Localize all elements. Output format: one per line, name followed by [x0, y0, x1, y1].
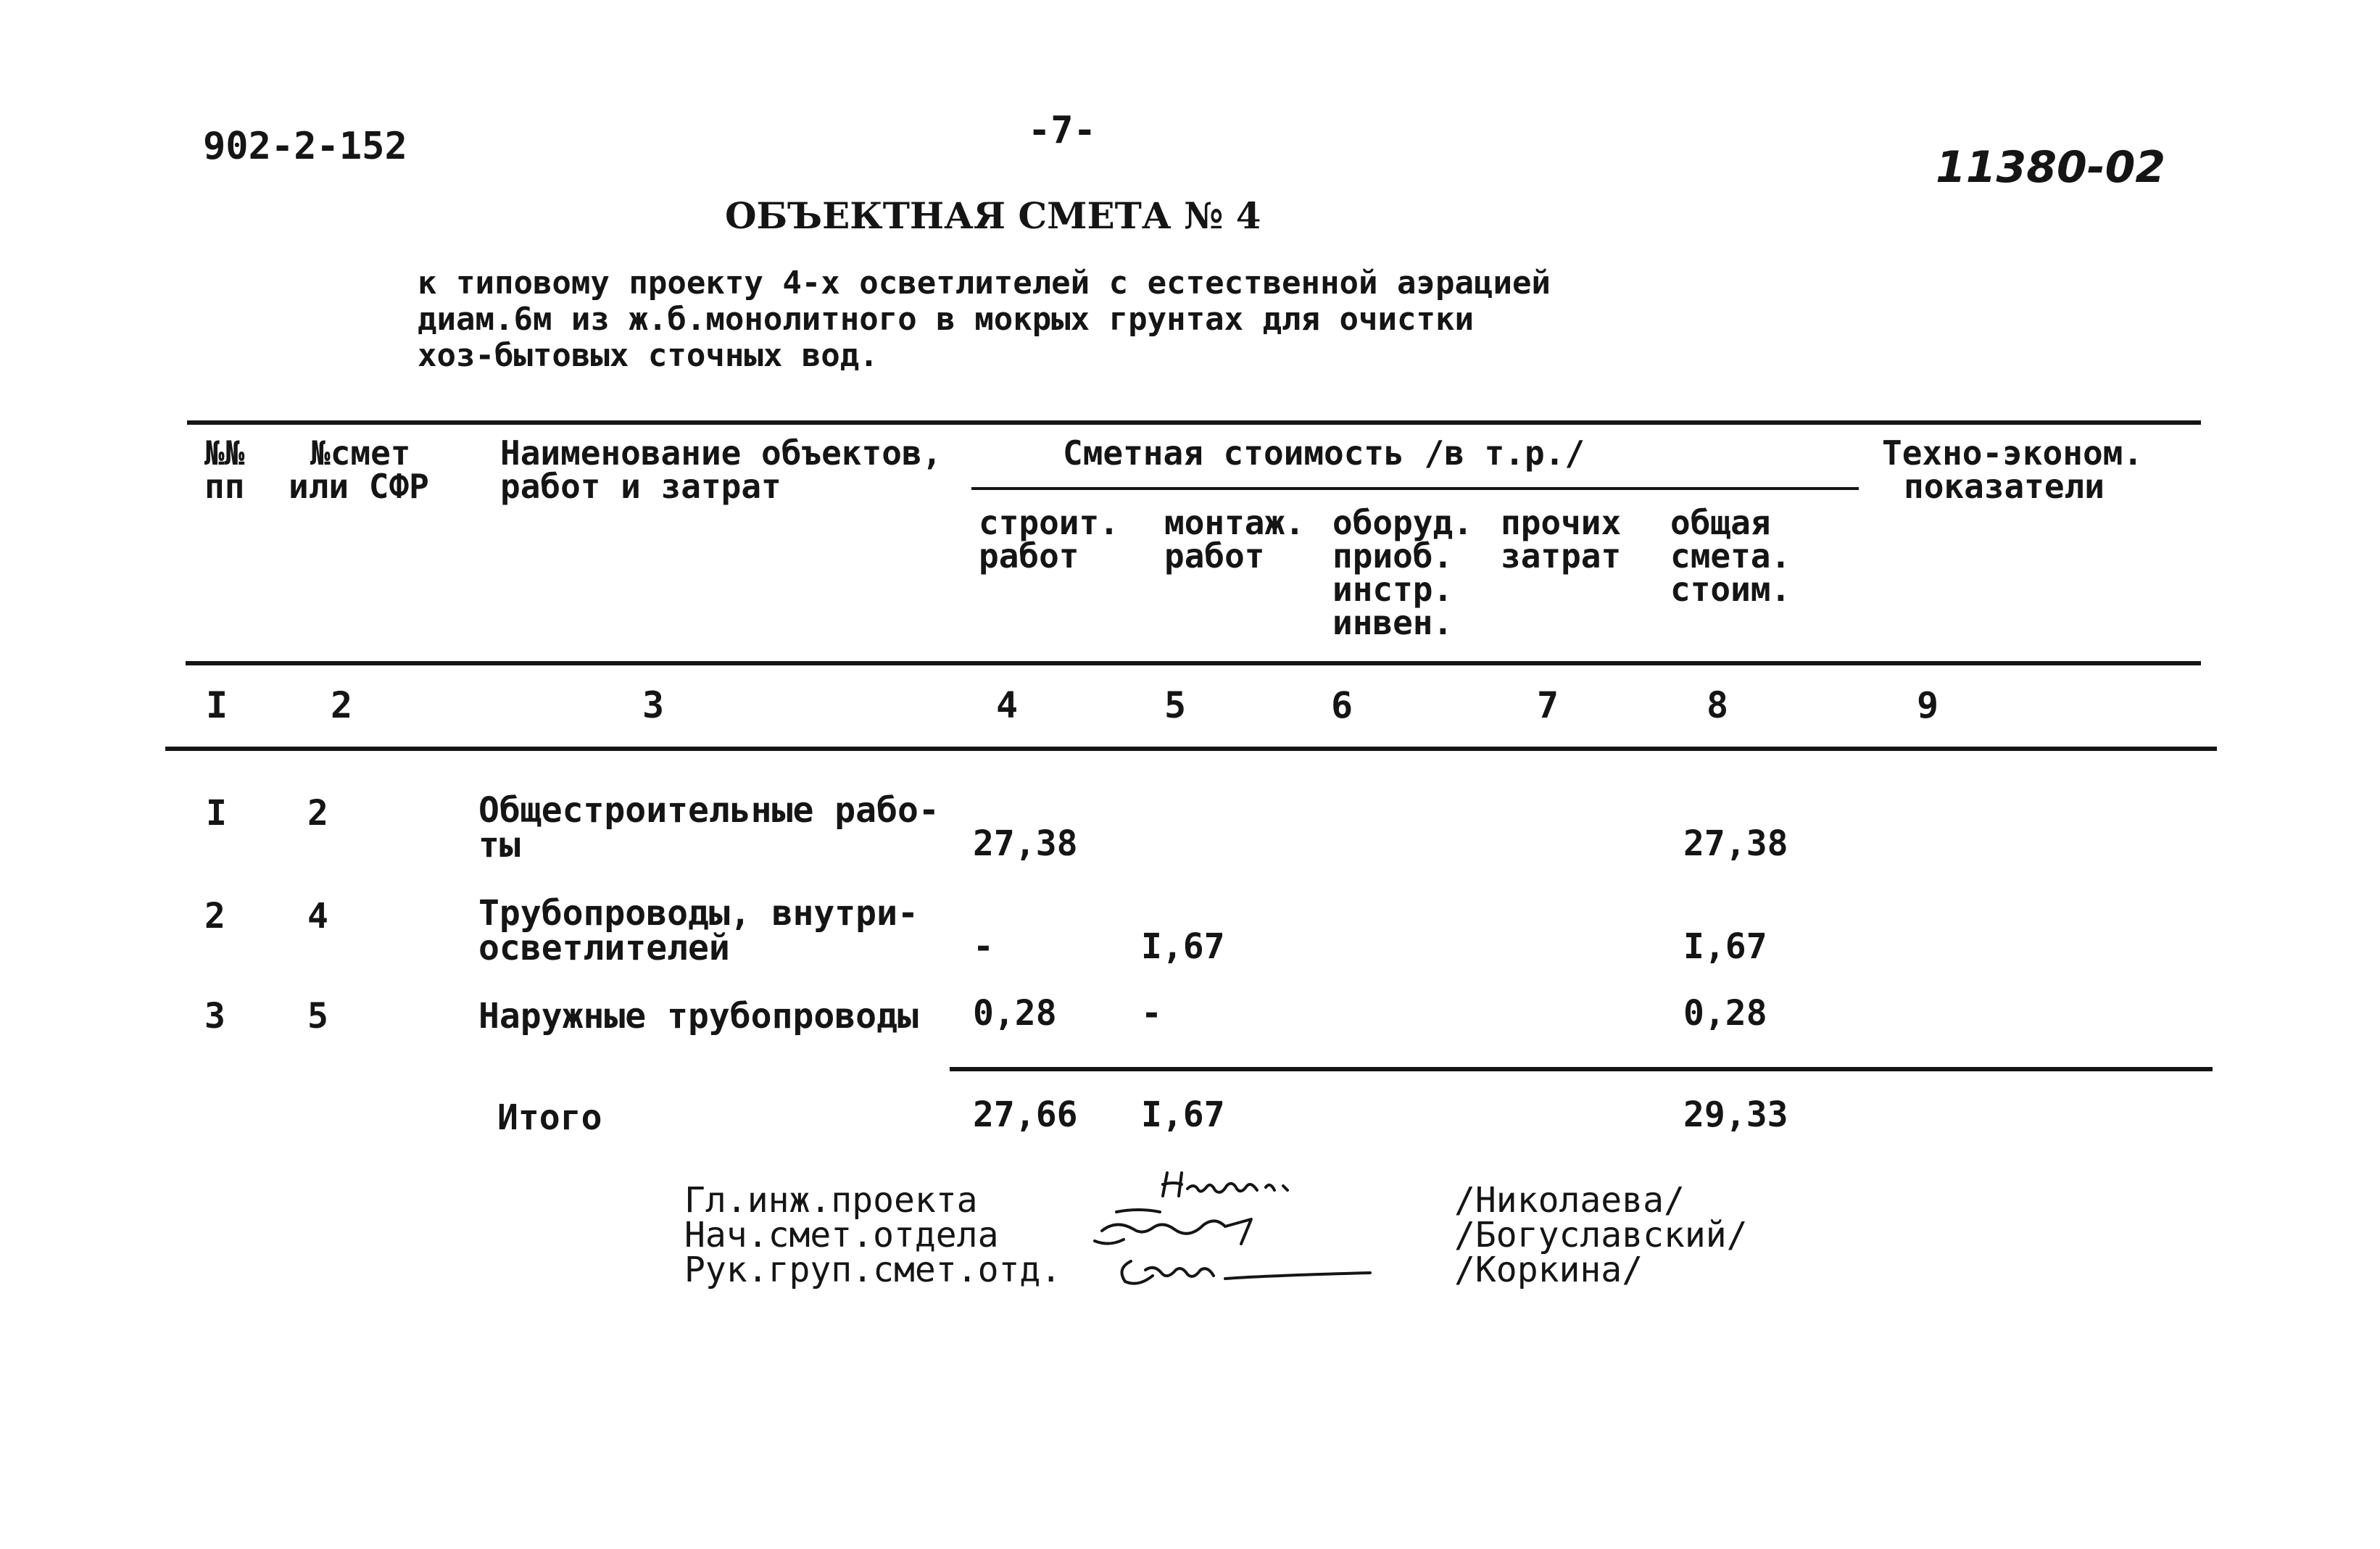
handwritten-signatures [1073, 1160, 1392, 1305]
row-total-cost: 0,28 [1683, 993, 1767, 1034]
row-name-line: осветлителей [478, 928, 730, 968]
col-header-line: инвен. [1332, 603, 1454, 642]
row-build-cost: 27,38 [973, 823, 1078, 864]
subtitle-line: хоз-бытовых сточных вод. [418, 337, 879, 374]
col-header-line: затрат [1501, 536, 1622, 576]
row-name-line: Трубопроводы, внутри- [478, 893, 919, 934]
col-header-line: Наименование объектов, [500, 433, 942, 473]
column-number: I [206, 684, 228, 726]
col-header-line: пп [204, 467, 245, 506]
col-header-total [1670, 503, 1791, 609]
col-header-line: общая [1670, 503, 1771, 542]
col-header-equipment [1332, 503, 1473, 642]
row-name-line: Наружные трубопроводы [478, 996, 919, 1037]
col-header-line: работ и затрат [500, 467, 781, 506]
row-total-cost: 27,38 [1683, 823, 1788, 864]
row-name [478, 790, 940, 865]
column-number: 7 [1537, 684, 1559, 726]
col-header-number [204, 433, 245, 506]
column-number: 3 [642, 684, 665, 726]
col-header-name [500, 433, 942, 506]
column-number: 9 [1917, 684, 1939, 726]
cost-group-rule [971, 487, 1859, 490]
col-header-mount [1164, 503, 1305, 576]
column-number: 4 [996, 684, 1019, 726]
signature-name: /Николаева/ [1454, 1180, 1685, 1221]
col-header-line: стоим. [1670, 570, 1791, 609]
totals-label: Итого [497, 1097, 602, 1138]
column-numbers-rule [165, 747, 2217, 751]
col-header-line: работ [979, 536, 1079, 576]
totals-build-cost: 27,66 [973, 1095, 1078, 1135]
row-build-cost: - [973, 926, 994, 967]
totals-rule [950, 1067, 2213, 1071]
totals-mount-cost: I,67 [1141, 1095, 1225, 1135]
header-bottom-rule [186, 661, 2201, 665]
subtitle-line: диам.6м из ж.б.монолитного в мокрых грунтах для очистки [418, 301, 1474, 338]
signature-role: Гл.инж.проекта [684, 1180, 978, 1221]
row-total-cost: I,67 [1683, 926, 1767, 967]
document-number: 902-2-152 [203, 125, 407, 168]
col-header-line: смета. [1670, 536, 1791, 576]
col-header-other [1501, 503, 1622, 576]
table-top-rule [187, 420, 2201, 425]
column-number: 8 [1707, 684, 1729, 726]
col-header-build [979, 503, 1119, 576]
col-header-line: показатели [1904, 467, 2105, 506]
col-header-line: Техно-эконом. [1882, 433, 2144, 473]
row-mount-cost: I,67 [1141, 926, 1225, 967]
col-header-line: монтаж. [1164, 503, 1305, 542]
signature-name: /Богуславский/ [1454, 1215, 1748, 1255]
row-number: I [206, 793, 227, 834]
row-name-line: ты [478, 825, 521, 865]
signature-name: /Коркина/ [1454, 1250, 1643, 1290]
col-header-line: №№ [204, 433, 245, 473]
subtitle-line: к типовому проекту 4-х осветлителей с естественной аэрацией [418, 265, 1551, 302]
row-smeta: 4 [307, 896, 328, 937]
col-header-cost-group: Сметная стоимость /в т.р./ [1063, 433, 1585, 473]
col-header-line: инстр. [1332, 570, 1454, 609]
row-name-line: Общестроительные рабо- [478, 790, 940, 831]
col-header-line: работ [1164, 536, 1265, 576]
col-header-line: или СФР [289, 467, 429, 506]
col-header-line: №смет [310, 433, 411, 473]
column-number: 5 [1164, 684, 1187, 726]
archive-code: 11380-02 [1936, 142, 2166, 193]
page-number: -7- [1028, 109, 1096, 152]
col-header-line: прочих [1501, 503, 1622, 542]
row-name [478, 893, 919, 968]
column-number: 6 [1331, 684, 1353, 726]
signature-role: Рук.груп.смет.отд. [684, 1250, 1062, 1290]
row-smeta: 5 [307, 996, 328, 1037]
row-name [478, 996, 919, 1037]
col-header-smeta [289, 433, 429, 506]
row-number: 2 [204, 896, 225, 937]
col-header-line: приоб. [1332, 536, 1454, 576]
signature-role: Нач.смет.отдела [684, 1215, 999, 1255]
col-header-indicators [1882, 433, 2144, 506]
document-title: ОБЪЕКТНАЯ СМЕТА № 4 [725, 194, 1261, 237]
row-mount-cost: - [1141, 993, 1162, 1034]
row-smeta: 2 [307, 793, 328, 834]
col-header-line: строит. [979, 503, 1119, 542]
row-number: 3 [204, 996, 225, 1037]
col-header-line: оборуд. [1332, 503, 1473, 542]
row-build-cost: 0,28 [973, 993, 1057, 1034]
totals-total-cost: 29,33 [1683, 1095, 1788, 1135]
column-number: 2 [331, 684, 353, 726]
